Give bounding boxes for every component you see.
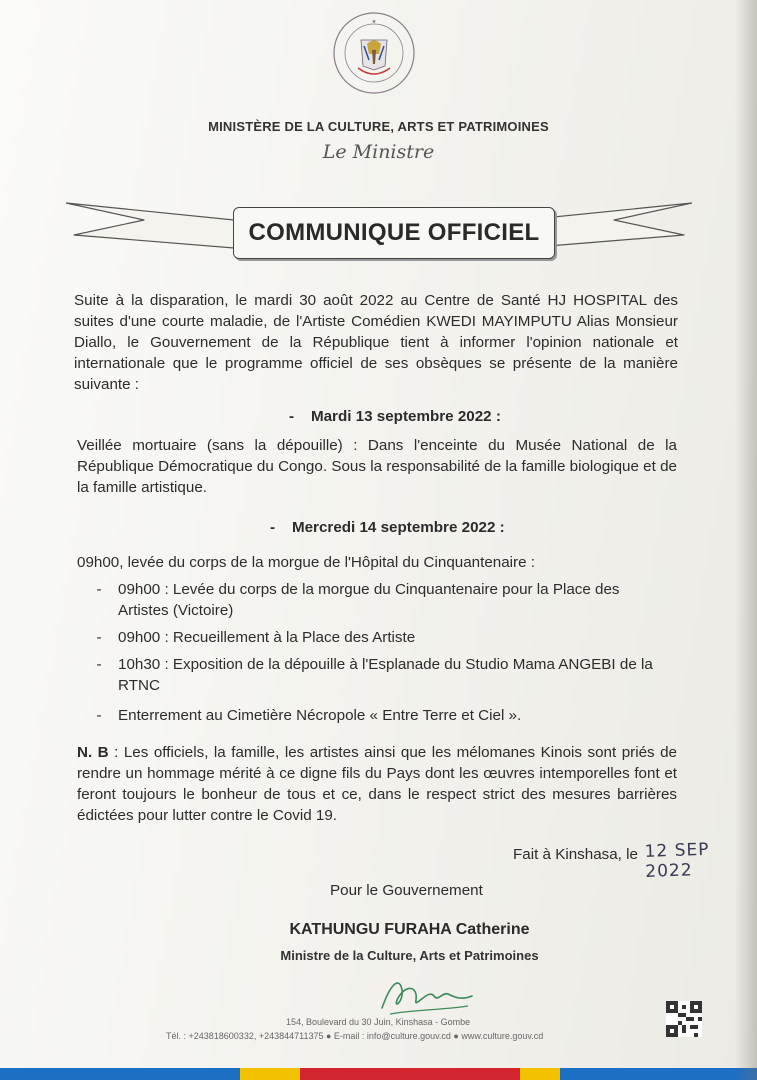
signatory-title: Ministre de la Culture, Arts et Patrimoines — [280, 948, 539, 963]
day2-heading: Mercredi 14 septembre 2022 : — [291, 519, 505, 536]
list-bullet: - — [96, 707, 102, 724]
footer-address: 154, Boulevard du 30 Juin, Kinshasa - Gombe — [286, 1017, 471, 1027]
day2-intro: 09h00, levée du corps de la morgue de l'Hôpital du Cinquantenaire : — [77, 554, 535, 571]
day2-heading-line — [270, 517, 550, 538]
pour-le-gouvernement: Pour le Gouvernement — [330, 882, 483, 899]
handwritten-signature-icon — [372, 970, 482, 1020]
title-box — [233, 207, 555, 259]
day2-dash: - — [270, 519, 276, 536]
footer-contacts: Tél. : +243818600332, +243844711375 ● E-mail : info@culture.gouv.cd ● www.culture.gouv.cd — [166, 1031, 544, 1041]
list-item — [92, 654, 682, 698]
handwritten-date: 12 SEP 2022 — [644, 839, 710, 882]
svg-text:★: ★ — [371, 19, 377, 25]
fait-a-kinshasa: Fait à Kinshasa, le — [513, 846, 638, 863]
list-bullet: - — [96, 581, 102, 598]
document-title: COMMUNIQUE OFFICIEL — [248, 219, 540, 246]
day1-heading-line — [289, 406, 549, 427]
nb-label: N. B — [77, 744, 109, 761]
list-item — [92, 627, 682, 649]
list-item — [92, 705, 682, 727]
qr-code-icon — [666, 1001, 702, 1037]
list-bullet: - — [96, 629, 102, 646]
le-ministre-heading: Le Ministre — [322, 141, 435, 163]
nb-paragraph — [77, 742, 677, 826]
list-bullet: - — [96, 656, 102, 673]
list-item-line1: 09h00 : Recueillement à la Place des Artiste — [118, 629, 416, 646]
signatory-name: KATHUNGU FURAHA Catherine — [289, 921, 530, 938]
nb-text: : Les officiels, la famille, les artistes ainsi que les mélomanes Kinois sont priés de rendre un hommage mérité à ce digne fils du Pays dont les œuvres intemporelles font et feront toujours le bonheur de tous et ce, dans le respect strict des mesures barrières édictées pour lutter contre le Covid 19. — [77, 744, 677, 824]
list-item-line2: Artistes (Victoire) — [118, 602, 234, 619]
intro-paragraph: Suite à la disparation, le mardi 30 août 2022 au Centre de Santé HJ HOSPITAL des suites d'une courte maladie, de l'Artiste Comédien KWEDI MAYIMPUTU Alias Monsieur Diallo, le Gouvernement de la République tient à informer l'opinion nationale et internationale que le programme officiel de ses obsèques se présente de la manière suivante : — [74, 292, 678, 393]
list-item — [92, 579, 682, 623]
list-item-line1: 09h00 : Levée du corps de la morgue du Cinquantenaire pour la Place des — [118, 581, 620, 598]
list-item-line2: RTNC — [118, 677, 160, 694]
list-item-line1: 10h30 : Exposition de la dépouille à l'Esplanade du Studio Mama ANGEBI de la — [118, 656, 653, 673]
day1-heading: Mardi 13 septembre 2022 : — [310, 408, 501, 425]
list-item-line1: Enterrement au Cimetière Nécropole « Entre Terre et Ciel ». — [118, 707, 522, 724]
republic-seal-icon — [331, 10, 417, 96]
ministry-name: MINISTÈRE DE LA CULTURE, ARTS ET PATRIMOINES — [208, 119, 549, 134]
flag-color-stripe — [0, 1068, 757, 1080]
day1-text: Veillée mortuaire (sans la dépouille) : Dans l'enceinte du Musée National de la République Démocratique du Congo. Sous la responsabilité de la famille biologique et de la famille artistique. — [77, 437, 677, 496]
day1-dash: - — [289, 408, 295, 425]
page-edge-shadow — [735, 0, 757, 1080]
